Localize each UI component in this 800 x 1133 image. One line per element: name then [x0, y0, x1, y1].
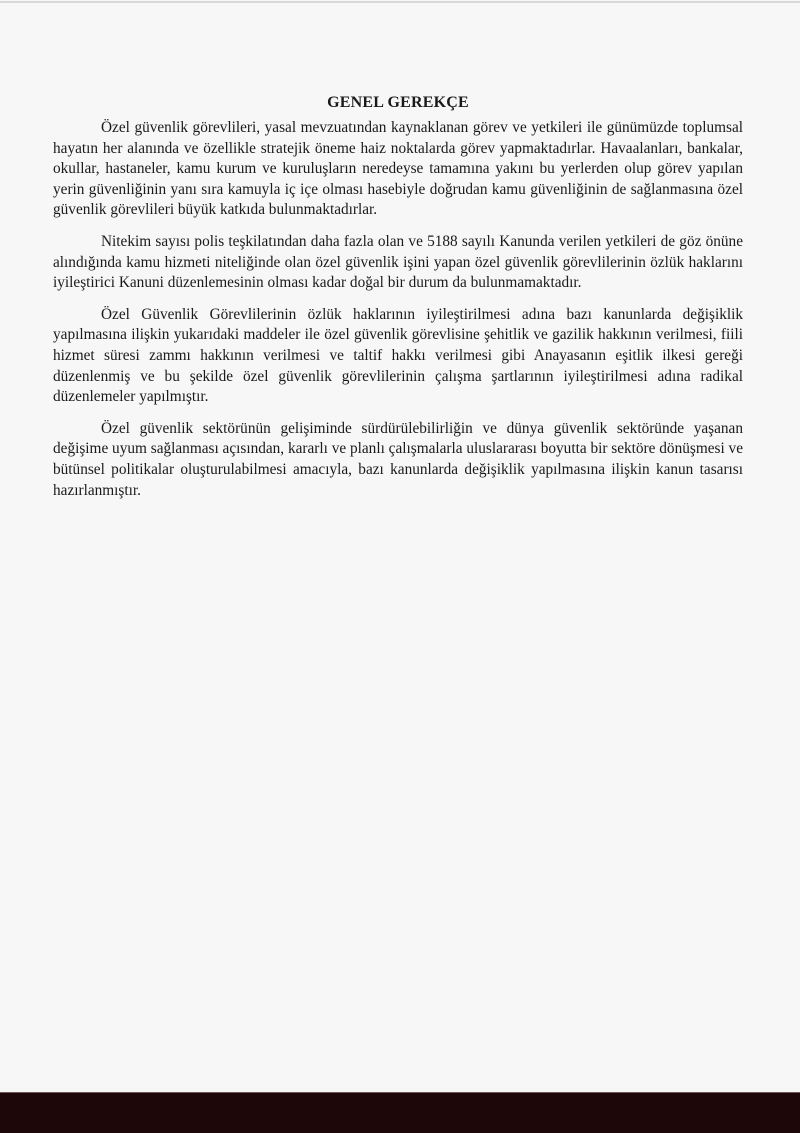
paragraph-2: Nitekim sayısı polis teşkilatından daha fazla olan ve 5188 sayılı Kanunda verilen yetkileri de göz önüne alındığında kamu hizmeti niteliğinde olan özel güvenlik işini yapan özel güvenlik görevlilerinin özlük haklarını iyileştirici Kanuni düzenlemesinin olması kadar doğal bir durum da bulunmamaktadır.: [53, 232, 743, 292]
paragraph-3: Özel Güvenlik Görevlilerinin özlük haklarının iyileştirilmesi adına bazı kanunlarda değişiklik yapılmasına ilişkin yukarıdaki maddeler ile özel güvenlik görevlisine şehitlik ve gazilik hakkının verilmesi, fiili hizmet süresi zammı hakkının verilmesi ve taltif hakkı verilmesi gibi Anayasanın eşitlik ilkesi gereği düzenlenmiş ve bu şekilde özel güvenlik görevlilerinin çalışma şartlarının iyileştirilmesi adına radikal düzenlemeler yapılmıştır.: [53, 305, 743, 406]
paragraph-1: Özel güvenlik görevlileri, yasal mevzuatından kaynaklanan görev ve yetkileri ile günümüzde toplumsal hayatın her alanında ve özellikle stratejik öneme haiz noktalarda görev yapmaktadırlar. Havaalanları, bankalar, okullar, hastaneler, kamu kurum ve kuruluşların neredeyse tamamına yakını bu yerlerden olup görev yapılan yerin güvenliğinin yanı sıra kamuyla iç içe olması hasebiyle doğrudan kamu güvenliğinin de sağlanmasına özel güvenlik görevlileri büyük katkıda bulunmaktadırlar.: [53, 119, 743, 219]
bottom-navigation-bar: [0, 1092, 800, 1133]
top-border-line: [0, 1, 800, 3]
document-page: [53, 92, 743, 512]
paragraph-4: Özel güvenlik sektörünün gelişiminde sürdürülebilirliğin ve dünya güvenlik sektöründe yaşanan değişime uyum sağlanması açısından, kararlı ve planlı çalışmalarla uluslararası boyutta bir sektöre dönüşmesi ve bütünsel politikalar oluşturulabilmesi amacıyla, bazı kanunlarda değişiklik yapılmasına ilişkin kanun tasarısı hazırlanmıştır.: [53, 419, 743, 499]
document-title: GENEL GEREKÇE: [327, 94, 469, 111]
